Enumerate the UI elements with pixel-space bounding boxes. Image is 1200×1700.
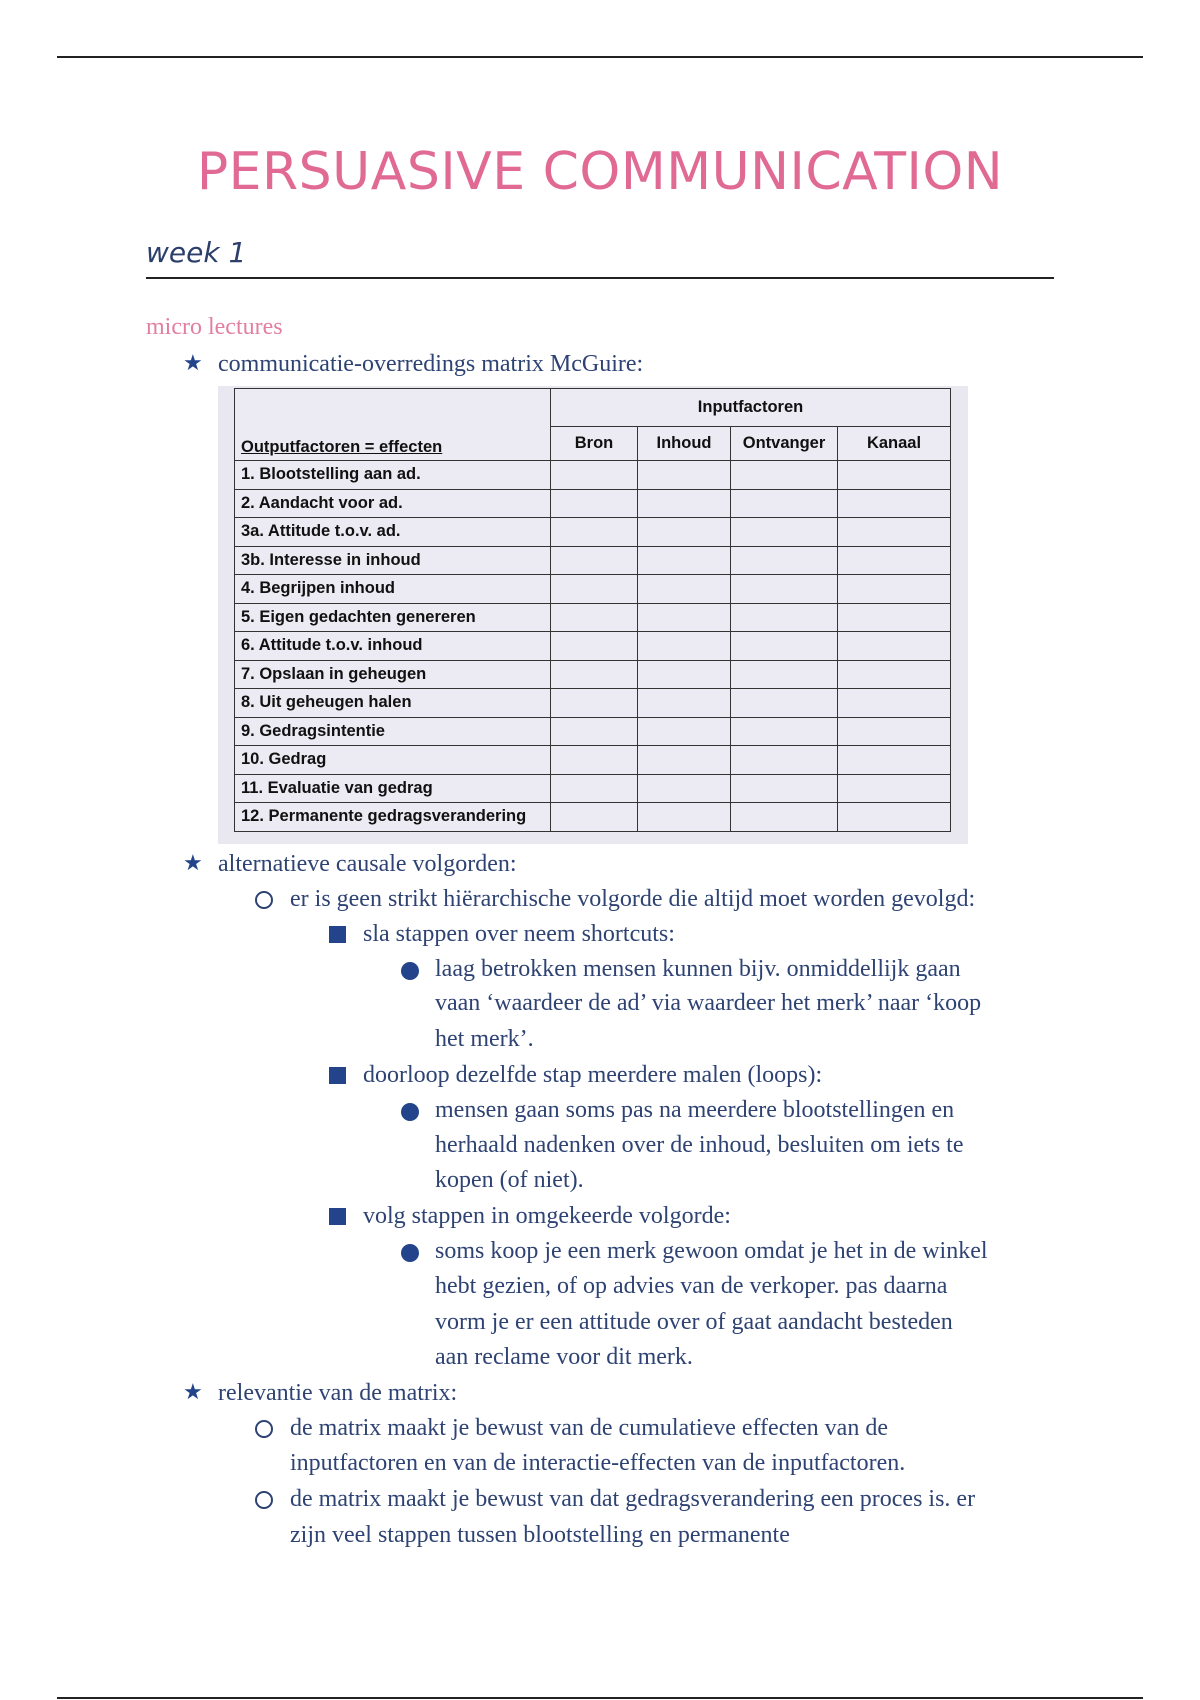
matrix-row [235,689,951,718]
week-heading: week 1 [146,236,247,269]
matrix-row [235,774,951,803]
matrix-cell [638,518,731,547]
matrix-cell [551,746,638,775]
matrix-row-label: 8. Uit geheugen halen [235,689,551,718]
matrix-row-label: 5. Eigen gedachten genereren [235,603,551,632]
sub-bullet-shortcuts: sla stappen over neem shortcuts: [363,921,675,947]
matrix-col-inhoud: Inhoud [638,427,731,461]
bullet-matrix: communicatie-overredings matrix McGuire: [218,351,644,377]
matrix-row-label: 9. Gedragsintentie [235,717,551,746]
matrix-cell [551,461,638,490]
matrix-cell [551,803,638,832]
matrix-cell [551,632,638,661]
matrix-cell [731,518,838,547]
hollow-circle-icon [255,1420,273,1438]
heading-underline [146,277,1054,279]
matrix-cell [551,717,638,746]
matrix-cell [838,489,951,518]
matrix-col-bron: Bron [551,427,638,461]
top-rule [57,56,1143,58]
matrix-cell [638,803,731,832]
matrix-cell [551,518,638,547]
matrix-row [235,717,951,746]
matrix-cell [731,689,838,718]
matrix-cell [731,575,838,604]
hollow-circle-icon [255,1491,273,1509]
matrix-row [235,461,951,490]
matrix-cell [638,774,731,803]
matrix-cell [838,461,951,490]
matrix-row [235,489,951,518]
matrix-cell [731,746,838,775]
matrix-output-header: Outputfactoren = effecten [235,389,551,461]
matrix-cell [731,489,838,518]
matrix-cell [838,575,951,604]
sub-bullet-loops: doorloop dezelfde stap meerdere malen (loops): [363,1062,823,1088]
matrix-cell [838,803,951,832]
star-icon: ★ [183,351,203,376]
matrix-cell [638,603,731,632]
star-icon: ★ [183,851,203,876]
matrix-cell [838,689,951,718]
filled-circle-icon [401,1103,419,1121]
matrix-cell [551,774,638,803]
matrix-cell [638,546,731,575]
matrix-cell [638,689,731,718]
text-relevance-1-line-2: inputfactoren en van de interactie-effecten van de inputfactoren. [290,1450,906,1476]
matrix-cell [731,717,838,746]
matrix-row-label: 4. Begrijpen inhoud [235,575,551,604]
filled-circle-icon [401,1244,419,1262]
text-reverse-line-3: vorm je er een attitude over of gaat aandacht besteden [435,1309,953,1335]
matrix-row [235,660,951,689]
matrix-cell [551,603,638,632]
matrix-cell [638,489,731,518]
matrix-cell [838,774,951,803]
matrix-row [235,575,951,604]
matrix-cell [838,546,951,575]
filled-circle-icon [401,962,419,980]
matrix-cell [731,660,838,689]
bullet-causal-orders: alternatieve causale volgorden: [218,851,517,877]
bullet-relevance: relevantie van de matrix: [218,1380,458,1406]
matrix-cell [551,689,638,718]
matrix-cell [838,632,951,661]
matrix-cell [838,603,951,632]
matrix-cell [638,746,731,775]
matrix-cell [638,632,731,661]
matrix-row-label: 2. Aandacht voor ad. [235,489,551,518]
mcguire-matrix-table [234,388,951,832]
text-shortcuts-line-1: laag betrokken mensen kunnen bijv. onmiddellijk gaan [435,956,961,982]
matrix-row [235,746,951,775]
matrix-cell [638,717,731,746]
text-shortcuts-line-2: vaan ‘waardeer de ad’ via waardeer het merk’ naar ‘koop [435,990,982,1016]
matrix-cell [638,575,731,604]
document-title: PERSUASIVE COMMUNICATION [196,142,1004,202]
matrix-row-label: 3a. Attitude t.o.v. ad. [235,518,551,547]
square-icon [329,1208,346,1225]
square-icon [329,1067,346,1084]
matrix-col-ontvanger: Ontvanger [731,427,838,461]
matrix-col-kanaal: Kanaal [838,427,951,461]
matrix-cell [838,746,951,775]
matrix-row-label: 3b. Interesse in inhoud [235,546,551,575]
matrix-cell [638,660,731,689]
text-relevance-1-line-1: de matrix maakt je bewust van de cumulatieve effecten van de [290,1415,888,1441]
bottom-rule [57,1697,1143,1699]
matrix-cell [731,774,838,803]
text-reverse-line-2: hebt gezien, of op advies van de verkoper. pas daarna [435,1273,948,1299]
matrix-cell [731,546,838,575]
matrix-row [235,603,951,632]
text-loops-line-2: herhaald nadenken over de inhoud, besluiten om iets te [435,1132,964,1158]
matrix-cell [731,461,838,490]
hollow-circle-icon [255,891,273,909]
matrix-cell [551,660,638,689]
square-icon [329,926,346,943]
matrix-row-label: 12. Permanente gedragsverandering [235,803,551,832]
matrix-cell [838,518,951,547]
matrix-cell [838,660,951,689]
matrix-cell [551,489,638,518]
matrix-row-label: 1. Blootstelling aan ad. [235,461,551,490]
matrix-cell [838,717,951,746]
matrix-row [235,803,951,832]
text-loops-line-3: kopen (of niet). [435,1167,584,1193]
matrix-row-label: 10. Gedrag [235,746,551,775]
matrix-row-label: 7. Opslaan in geheugen [235,660,551,689]
text-relevance-2-line-1: de matrix maakt je bewust van dat gedragsverandering een proces is. er [290,1486,976,1512]
matrix-input-header: Inputfactoren [551,389,951,427]
matrix-row-label: 6. Attitude t.o.v. inhoud [235,632,551,661]
matrix-cell [731,632,838,661]
text-shortcuts-line-3: het merk’. [435,1026,534,1052]
text-relevance-2-line-2: zijn veel stappen tussen blootstelling en permanente [290,1522,790,1548]
section-heading: micro lectures [146,314,283,340]
sub-bullet-reverse-order: volg stappen in omgekeerde volgorde: [363,1203,731,1229]
text-loops-line-1: mensen gaan soms pas na meerdere blootstellingen en [435,1097,955,1123]
matrix-row [235,632,951,661]
matrix-row [235,546,951,575]
matrix-row-label: 11. Evaluatie van gedrag [235,774,551,803]
text-reverse-line-1: soms koop je een merk gewoon omdat je het in de winkel [435,1238,988,1264]
text-reverse-line-4: aan reclame voor dit merk. [435,1344,693,1370]
matrix-cell [551,546,638,575]
matrix-row [235,518,951,547]
sub-bullet-no-strict-order: er is geen strikt hiërarchische volgorde die altijd moet worden gevolgd: [290,886,976,912]
matrix-cell [731,803,838,832]
star-icon: ★ [183,1380,203,1405]
matrix-cell [731,603,838,632]
matrix-cell [638,461,731,490]
matrix-cell [551,575,638,604]
